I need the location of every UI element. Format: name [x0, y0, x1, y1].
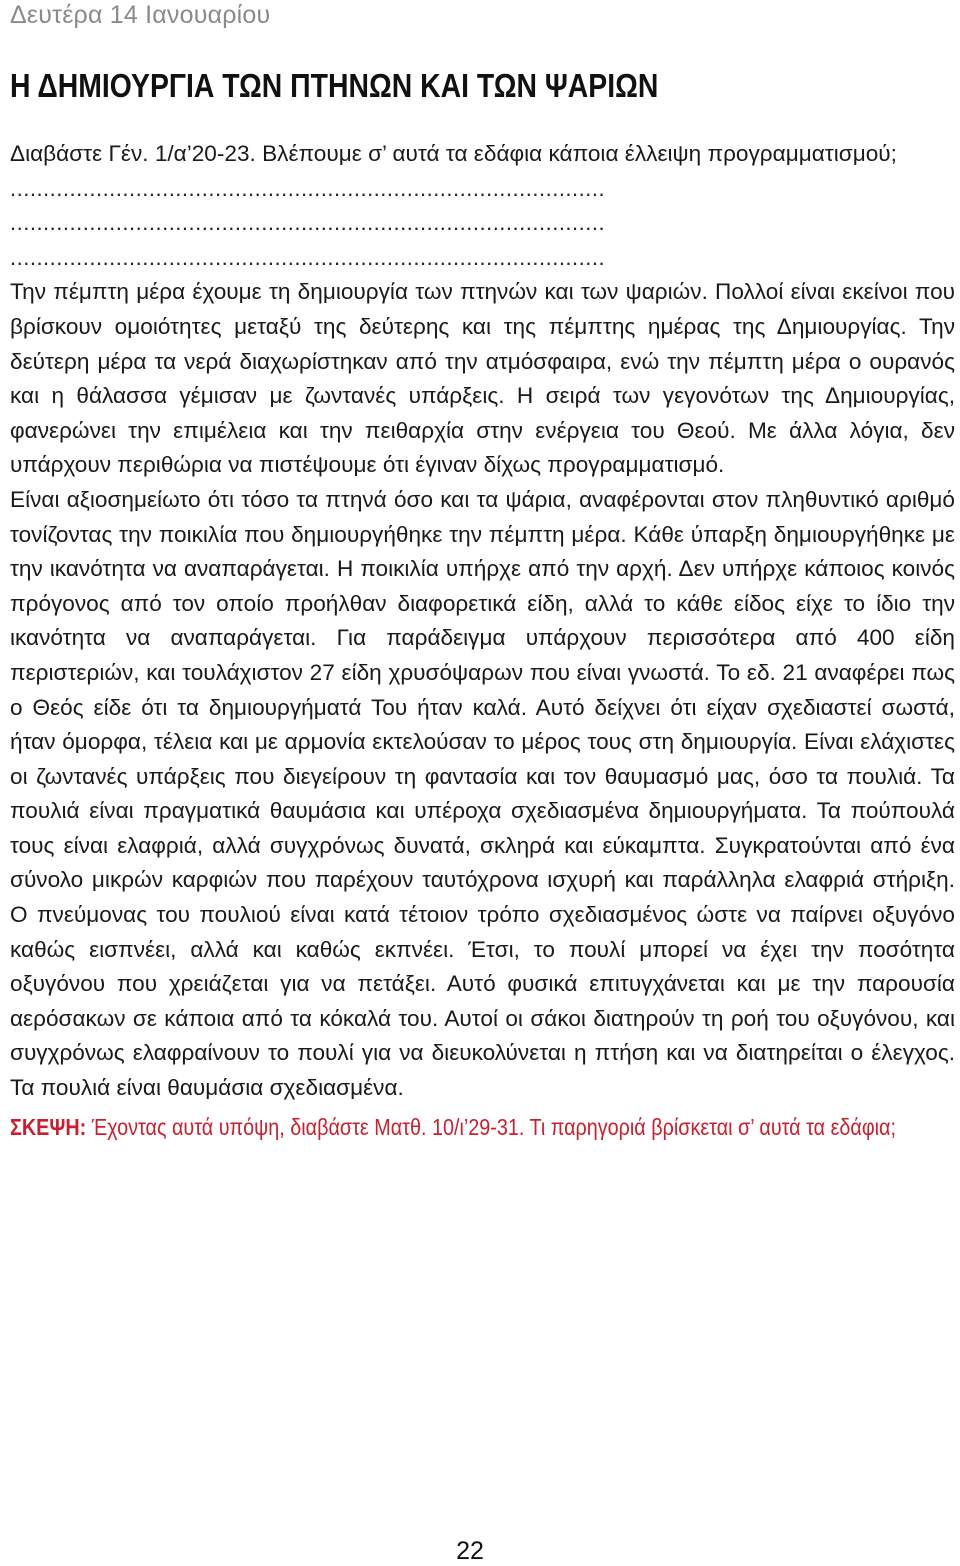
- answer-line-2[interactable]: ..........................................................................................: [10, 210, 606, 236]
- intro-question: Διαβάστε Γέν. 1/α’20-23. Βλέπουμε σ’ αυτά τα εδάφια κάποια έλλειψη προγραμματισμού;: [10, 141, 897, 166]
- page: [10, 0, 955, 1144]
- answer-line-1[interactable]: ..........................................................................................: [10, 175, 606, 201]
- answer-line-3[interactable]: ..........................................................................................: [10, 244, 606, 270]
- date-header: Δευτέρα 14 Ιανουαρίου: [10, 1, 271, 29]
- page-number: 22: [456, 1537, 484, 1565]
- reflection-label: ΣΚΕΨΗ:: [10, 1113, 87, 1140]
- body-paragraph-2: Είναι αξιοσημείωτο ότι τόσο τα πτηνά όσο και τα ψάρια, αναφέρονται στον πληθυντικό αριθμό τονίζοντας την ποικιλία που δημιουργήθηκε την πέμπτη μέρα. Κάθε ύπαρξη δημιουργήθηκε με την ικανότητα να αναπαράγεται. Η ποικιλία υπήρχε από την αρχή. Δεν υπήρχε κάποιος κοινός πρόγονος από τον οποίο προήλθαν διαφορετικά είδη, αλλά το κάθε είδος είχε το ίδιο την ικανότητα να αναπαράγεται. Για παράδειγμα υπάρχουν περισσότερα από 400 είδη περιστεριών, και τουλάχιστον 27 είδη χρυσόψαρων που είναι γνωστά. Το εδ. 21 αναφέρει πως ο Θεός είδε ότι τα δημιουργήματά Του ήταν καλά. Αυτό δείχνει ότι είχαν σχεδιαστεί σωστά, ήταν όμορφα, τέλεια και με αρμονία εκτελούσαν το μέρος τους στη δημιουργία. Είναι ελάχιστες οι ζωντανές υπάρξεις που διεγείρουν τη φαντασία και τον θαυμασμό μας, όσο τα πουλιά. Τα πουλιά είναι πραγματικά θαυμάσια και υπέροχα σχεδιασμένα δημιουργήματα. Τα πούπουλά τους είναι ελαφριά, αλλά συγχρόνως δυνατά, σκληρά και εύκαμπτα. Συγκρατούνται από ένα σύνολο μικρών καρφιών που παρέχουν ταυτόχρονα ισχυρή και παράλληλα ελαφριά στήριξη. Ο πνεύμονας του πουλιού είναι κατά τέτοιον τρόπο σχεδιασμένος ώστε να παίρνει οξυγόνο καθώς εισπνέει, αλλά και καθώς εκπνέει. Έτσι, το πουλί μπορεί να έχει την ποσότητα οξυγόνου που χρειάζεται για να πετάξει. Αυτό φυσικά επιτυγχάνεται και με την παρουσία αερόσακων σε κάποια από τα κόκαλά του. Αυτοί οι σάκοι διατηρούν τη ροή του οξυγόνου, και συγχρόνως ελαφραίνουν το πουλί για να διευκολύνεται η πτήση και να διατηρείται ο έλεγχος. Τα πουλιά είναι θαυμάσια σχεδιασμένα.: [10, 486, 955, 1101]
- page-title: Η ΔΗΜΙΟΥΡΓΙΑ ΤΩΝ ΠΤΗΝΩΝ ΚΑΙ ΤΩΝ ΨΑΡΙΩΝ: [10, 67, 659, 104]
- reflection-text: Έχοντας αυτά υπόψη, διαβάστε Ματθ. 10/ι’29-31. Τι παρηγοριά βρίσκεται σ’ αυτά τα εδάφια;: [86, 1113, 896, 1140]
- body-paragraph-1: Την πέμπτη μέρα έχουμε τη δημιουργία των πτηνών και των ψαριών. Πολλοί είναι εκείνοι που βρίσκουν ομοιότητες μεταξύ της δεύτερης και της πέμπτης ημέρας της Δημιουργίας. Την δεύτερη μέρα τα νερά διαχωρίστηκαν από την ατμόσφαιρα, ενώ την πέμπτη μέρα ο ουρανός και η θάλασσα γέμισαν με ζωντανές υπάρξεις. Η σειρά των γεγονότων της Δημιουργίας, φανερώνει την επιμέλεια και την πειθαρχία στην ενέργεια του Θεού. Με άλλα λόγια, δεν υπάρχουν περιθώρια να πιστέψουμε ότι έγιναν δίχως προγραμματισμό.: [10, 279, 955, 478]
- reflection-note: [10, 1110, 954, 1144]
